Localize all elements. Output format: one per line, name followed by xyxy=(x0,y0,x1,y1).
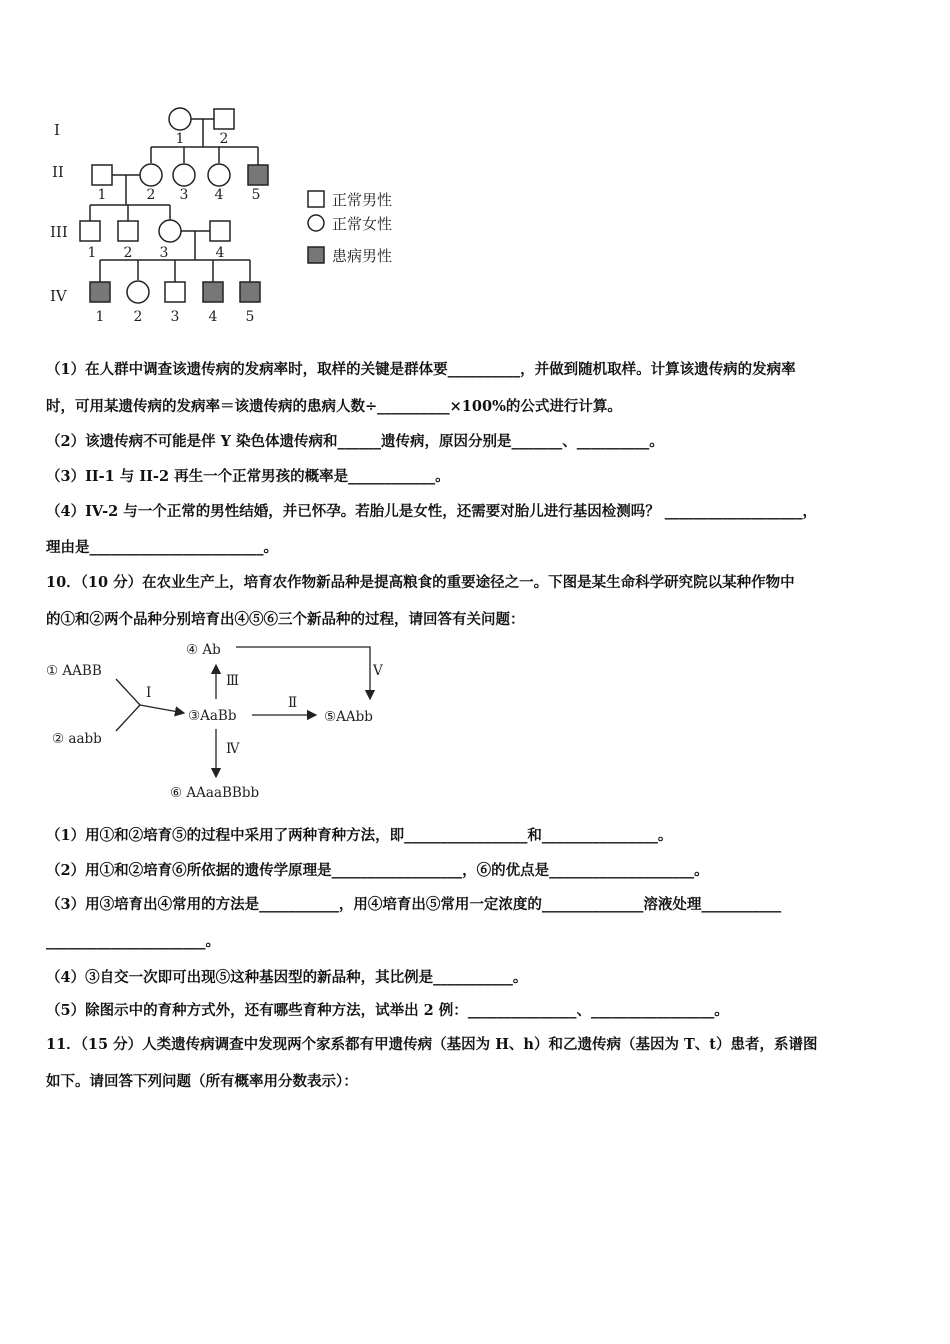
breeding-diagram xyxy=(40,635,460,810)
q11-stem-1: 11．（15 分）人类遗传病调查中发现两个家系都有甲遗传病（基因为 H、h）和乙遗传病（基因为 T、t）患者，系谱图 xyxy=(46,1036,818,1053)
gen3-male-4 xyxy=(210,221,230,241)
gen-label-3: III xyxy=(50,223,68,241)
gen3-female-3 xyxy=(159,220,181,242)
num: 5 xyxy=(245,309,255,325)
gen2-female-3 xyxy=(173,164,195,186)
q10-answer-2: （2）用①和②培育⑥所依据的遗传学原理是__________________，⑥的优点是____________________。 xyxy=(46,862,709,879)
q10-stem-1: 10．（10 分）在农业生产上，培育农作物新品种是提高粮食的重要途径之一。下图是某生命科学研究院以某种作物中 xyxy=(46,574,795,591)
num: 5 xyxy=(251,187,261,203)
legend-normal-male: 正常男性 xyxy=(332,191,393,209)
gen3-male-1 xyxy=(80,221,100,241)
q10-stem-2: 的①和②两个品种分别培育出④⑤⑥三个新品种的过程，请回答有关问题： xyxy=(46,611,525,628)
legend-affected-male: 患病男性 xyxy=(332,247,393,265)
q10-answer-5: （5）除图示中的育种方式外，还有哪些育种方法，试举出 2 例：_______________、_________________。 xyxy=(46,1002,729,1019)
num: 2 xyxy=(133,309,143,325)
gen4-affected-male-1 xyxy=(90,282,110,302)
node-3: ③AaBb xyxy=(188,708,237,724)
node-1: ① AABB xyxy=(46,663,102,679)
num: 2 xyxy=(219,131,229,147)
q9-line-2: 时，可用某遗传病的发病率＝该遗传病的患病人数÷__________×100%的公式进行计算。 xyxy=(46,398,622,415)
gen2-male-1 xyxy=(92,165,112,185)
node-4: ④ Ab xyxy=(186,642,221,658)
q9-line-3: （2）该遗传病不可能是伴 Y 染色体遗传病和______遗传病，原因分别是_______、__________。 xyxy=(46,433,664,450)
q10-answer-3a: （3）用③培育出④常用的方法是___________，用④培育出⑤常用一定浓度的______________溶液处理___________ xyxy=(46,896,782,913)
step-3: Ⅲ xyxy=(226,673,240,689)
q9-line-5: （4）IV-2 与一个正常的男性结婚，并已怀孕。若胎儿是女性，还需要对胎儿进行基因检测吗？ ___________________， xyxy=(46,503,818,520)
num: 3 xyxy=(170,309,180,325)
num: 2 xyxy=(146,187,156,203)
gen1-male-2 xyxy=(214,109,234,129)
num: 3 xyxy=(159,245,169,261)
num: 1 xyxy=(87,245,97,261)
gen4-affected-male-4 xyxy=(203,282,223,302)
gen2-female-2 xyxy=(140,164,162,186)
legend-normal-female: 正常女性 xyxy=(332,215,393,233)
num: 4 xyxy=(215,245,225,261)
gen-label-1: I xyxy=(54,121,60,139)
q11-stem-2: 如下。请回答下列问题（所有概率用分数表示）： xyxy=(46,1073,358,1090)
q10-answer-3b: ______________________。 xyxy=(46,933,220,950)
pedigree-chart xyxy=(40,95,460,335)
num: 4 xyxy=(214,187,224,203)
step-2: Ⅱ xyxy=(288,695,298,711)
num: 2 xyxy=(123,245,133,261)
gen-label-4: IV xyxy=(50,287,67,305)
q9-line-4: （3）II-1 与 II-2 再生一个正常男孩的概率是____________。 xyxy=(46,468,450,485)
q10-answer-4: （4）③自交一次即可出现⑤这种基因型的新品种，其比例是___________。 xyxy=(46,969,528,986)
gen2-affected-male-5 xyxy=(248,165,268,185)
gen1-female-1 xyxy=(169,108,191,130)
gen3-male-2 xyxy=(118,221,138,241)
q9-line-6: 理由是________________________。 xyxy=(46,539,278,556)
node-2: ② aabb xyxy=(52,731,102,747)
num: 1 xyxy=(175,131,185,147)
num: 1 xyxy=(95,309,105,325)
node-6: ⑥ AAaaBBbb xyxy=(170,785,260,801)
q9-line-1: （1）在人群中调查该遗传病的发病率时，取样的关键是群体要__________，并做到随机取样。计算该遗传病的发病率 xyxy=(46,361,796,378)
legend-affected-icon xyxy=(308,247,324,263)
step-1: Ⅰ xyxy=(146,685,152,701)
step-5: Ⅴ xyxy=(373,663,383,679)
legend-female-icon xyxy=(308,215,324,231)
gen4-affected-male-5 xyxy=(240,282,260,302)
num: 1 xyxy=(97,187,107,203)
gen-label-2: II xyxy=(52,163,64,181)
gen4-male-3 xyxy=(165,282,185,302)
num: 3 xyxy=(179,187,189,203)
legend-male-icon xyxy=(308,191,324,207)
step-4: Ⅳ xyxy=(226,741,240,757)
gen2-female-4 xyxy=(208,164,230,186)
q10-answer-1: （1）用①和②培育⑤的过程中采用了两种育种方法，即_________________和________________。 xyxy=(46,827,673,844)
node-5: ⑤AAbb xyxy=(324,709,373,725)
gen4-female-2 xyxy=(127,281,149,303)
num: 4 xyxy=(208,309,218,325)
